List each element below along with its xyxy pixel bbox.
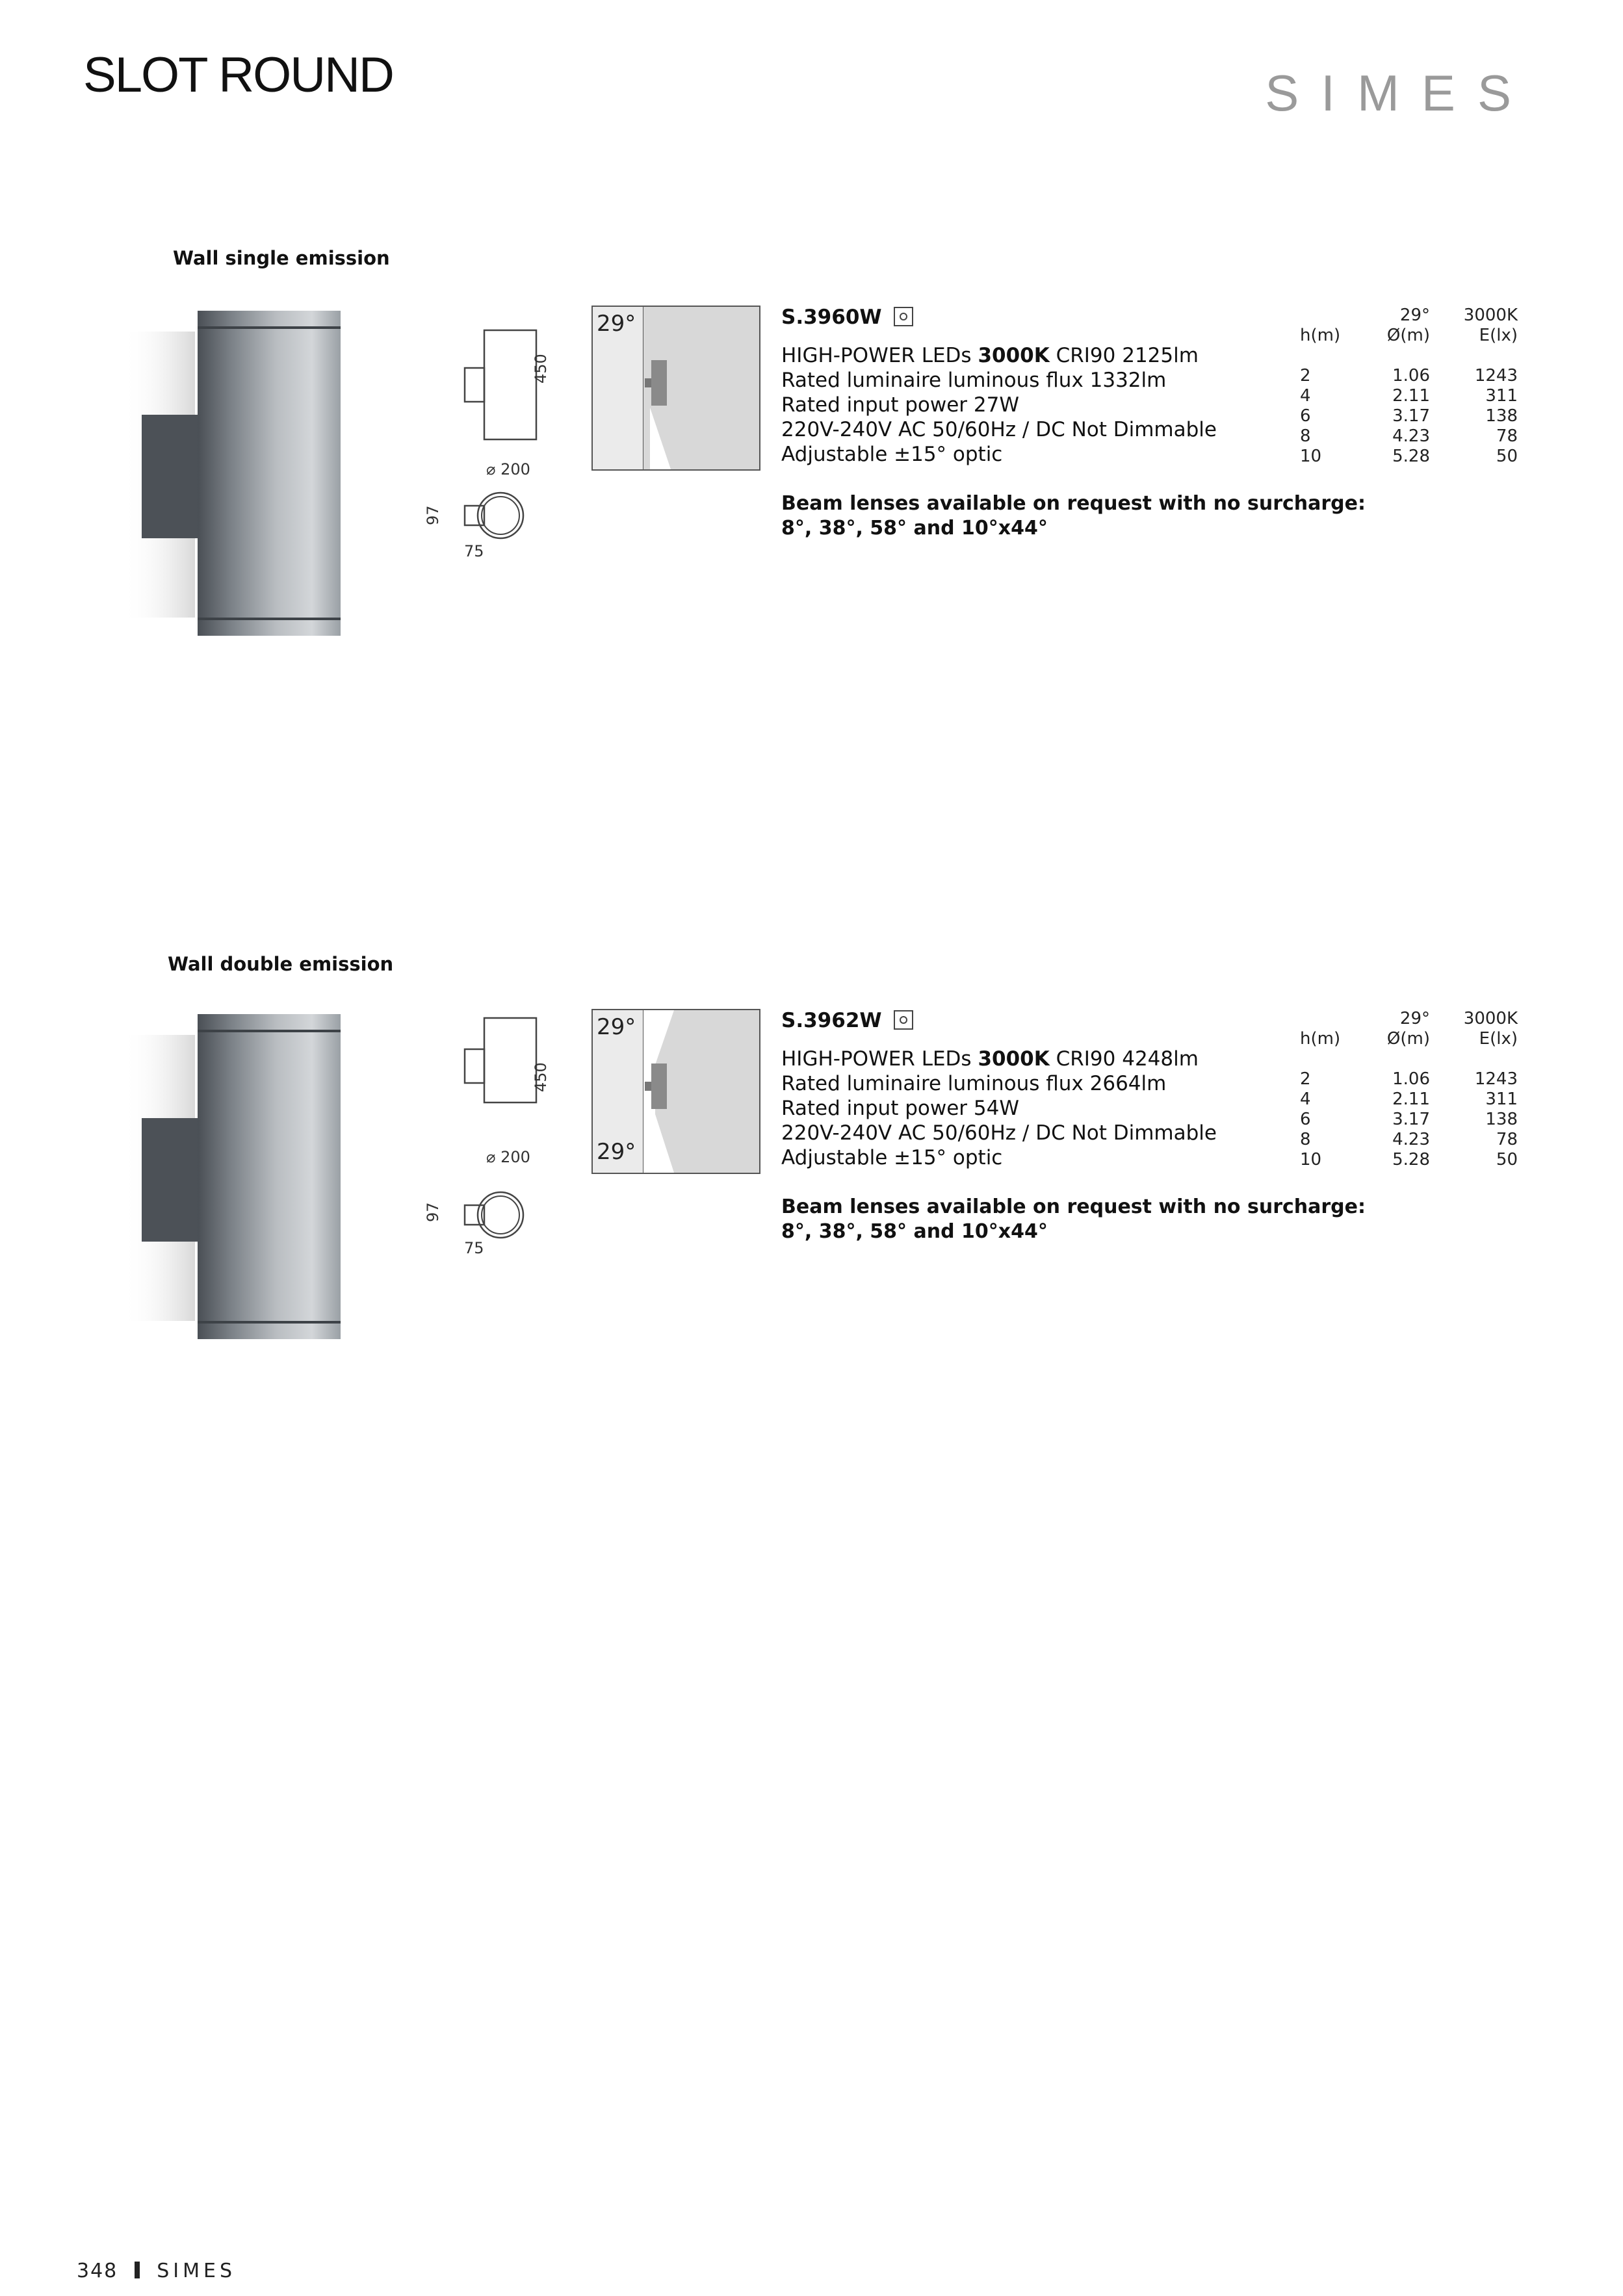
spec-line: Adjustable ±15° optic	[781, 443, 1003, 466]
section-title: Wall single emission	[173, 247, 390, 269]
product-code: S.3962W	[781, 1009, 913, 1032]
table-cell: 5.28	[1392, 1150, 1430, 1169]
beam-diagram	[591, 306, 760, 471]
table-cell: 4.23	[1392, 1130, 1430, 1149]
spec-line: Rated input power 54W	[781, 1097, 1019, 1120]
beam-diagram	[591, 1009, 760, 1174]
table-cell: 10	[1300, 1150, 1322, 1169]
spec-line: Adjustable ±15° optic	[781, 1146, 1003, 1169]
spec-line: Rated luminaire luminous flux 2664lm	[781, 1072, 1167, 1095]
table-cell: 6	[1300, 406, 1311, 426]
photometric-table	[1300, 306, 1521, 475]
optic-symbol-icon	[894, 1010, 913, 1030]
table-cell: 1243	[1474, 1069, 1518, 1089]
column-header: Ø(m)	[1386, 326, 1430, 345]
table-cell: 10	[1300, 447, 1322, 466]
table-cell: 2	[1300, 366, 1311, 385]
table-cell: 311	[1485, 1089, 1518, 1109]
column-header: E(lx)	[1479, 326, 1518, 345]
spec-line: HIGH-POWER LEDs 3000K CRI90 2125lm	[781, 344, 1199, 367]
depth-dimension: 97	[424, 505, 442, 525]
table-cell: 3.17	[1392, 406, 1430, 426]
table-cell: 4	[1300, 386, 1311, 406]
product-card	[0, 306, 1623, 644]
page-footer	[77, 2260, 236, 2282]
column-header: 3000K	[1463, 306, 1518, 325]
column-header: 29°	[1399, 1009, 1430, 1028]
width-dimension: 75	[464, 542, 484, 560]
table-cell: 1.06	[1392, 366, 1430, 385]
lamp-photo	[117, 306, 364, 644]
column-header: h(m)	[1300, 326, 1341, 345]
spec-list	[781, 1047, 1217, 1170]
table-cell: 2.11	[1392, 386, 1430, 406]
column-header: Ø(m)	[1386, 1029, 1430, 1049]
table-cell: 1.06	[1392, 1069, 1430, 1089]
table-cell: 311	[1485, 386, 1518, 406]
photometric-table	[1300, 1009, 1521, 1178]
optic-symbol-icon	[894, 307, 913, 326]
brand-logo: SIMES	[1265, 64, 1533, 122]
depth-dimension: 97	[424, 1202, 442, 1222]
table-cell: 3.17	[1392, 1110, 1430, 1129]
page-title: SLOT ROUND	[83, 47, 393, 103]
diameter-dimension: ⌀ 200	[486, 460, 530, 478]
column-header: E(lx)	[1479, 1029, 1518, 1049]
spec-line: Rated input power 27W	[781, 393, 1019, 417]
diameter-dimension: ⌀ 200	[486, 1148, 530, 1166]
table-cell: 4	[1300, 1089, 1311, 1109]
beam-angle-label-up: 29°	[597, 1014, 636, 1040]
table-cell: 138	[1485, 1110, 1518, 1129]
spec-line: 220V-240V AC 50/60Hz / DC Not Dimmable	[781, 1121, 1217, 1145]
table-cell: 4.23	[1392, 426, 1430, 446]
table-cell: 138	[1485, 406, 1518, 426]
height-dimension: 450	[532, 1062, 550, 1092]
lamp-photo	[117, 1009, 364, 1347]
table-cell: 50	[1496, 447, 1518, 466]
table-cell: 1243	[1474, 366, 1518, 385]
column-header: h(m)	[1300, 1029, 1341, 1049]
lens-note: Beam lenses available on request with no surcharge: 8°, 38°, 58° and 10°x44°	[781, 492, 1366, 540]
table-cell: 8	[1300, 426, 1311, 446]
height-dimension: 450	[532, 354, 550, 384]
footer-divider	[135, 2262, 140, 2278]
table-cell: 5.28	[1392, 447, 1430, 466]
column-header: 3000K	[1463, 1009, 1518, 1028]
table-cell: 6	[1300, 1110, 1311, 1129]
table-cell: 2.11	[1392, 1089, 1430, 1109]
spec-list	[781, 343, 1217, 467]
lens-note: Beam lenses available on request with no surcharge: 8°, 38°, 58° and 10°x44°	[781, 1195, 1366, 1243]
column-header: 29°	[1399, 306, 1430, 325]
width-dimension: 75	[464, 1239, 484, 1257]
beam-angle-label: 29°	[597, 311, 636, 337]
section-title: Wall double emission	[168, 953, 394, 975]
spec-line: HIGH-POWER LEDs 3000K CRI90 4248lm	[781, 1047, 1199, 1071]
footer-brand: SIMES	[157, 2260, 237, 2282]
beam-angle-label-down: 29°	[597, 1139, 636, 1165]
product-card	[0, 1009, 1623, 1347]
table-cell: 78	[1496, 426, 1518, 446]
product-code: S.3960W	[781, 306, 913, 329]
spec-line: 220V-240V AC 50/60Hz / DC Not Dimmable	[781, 418, 1217, 441]
table-cell: 50	[1496, 1150, 1518, 1169]
table-cell: 2	[1300, 1069, 1311, 1089]
page-number: 348	[77, 2260, 118, 2282]
table-cell: 78	[1496, 1130, 1518, 1149]
spec-line: Rated luminaire luminous flux 1332lm	[781, 369, 1167, 392]
table-cell: 8	[1300, 1130, 1311, 1149]
